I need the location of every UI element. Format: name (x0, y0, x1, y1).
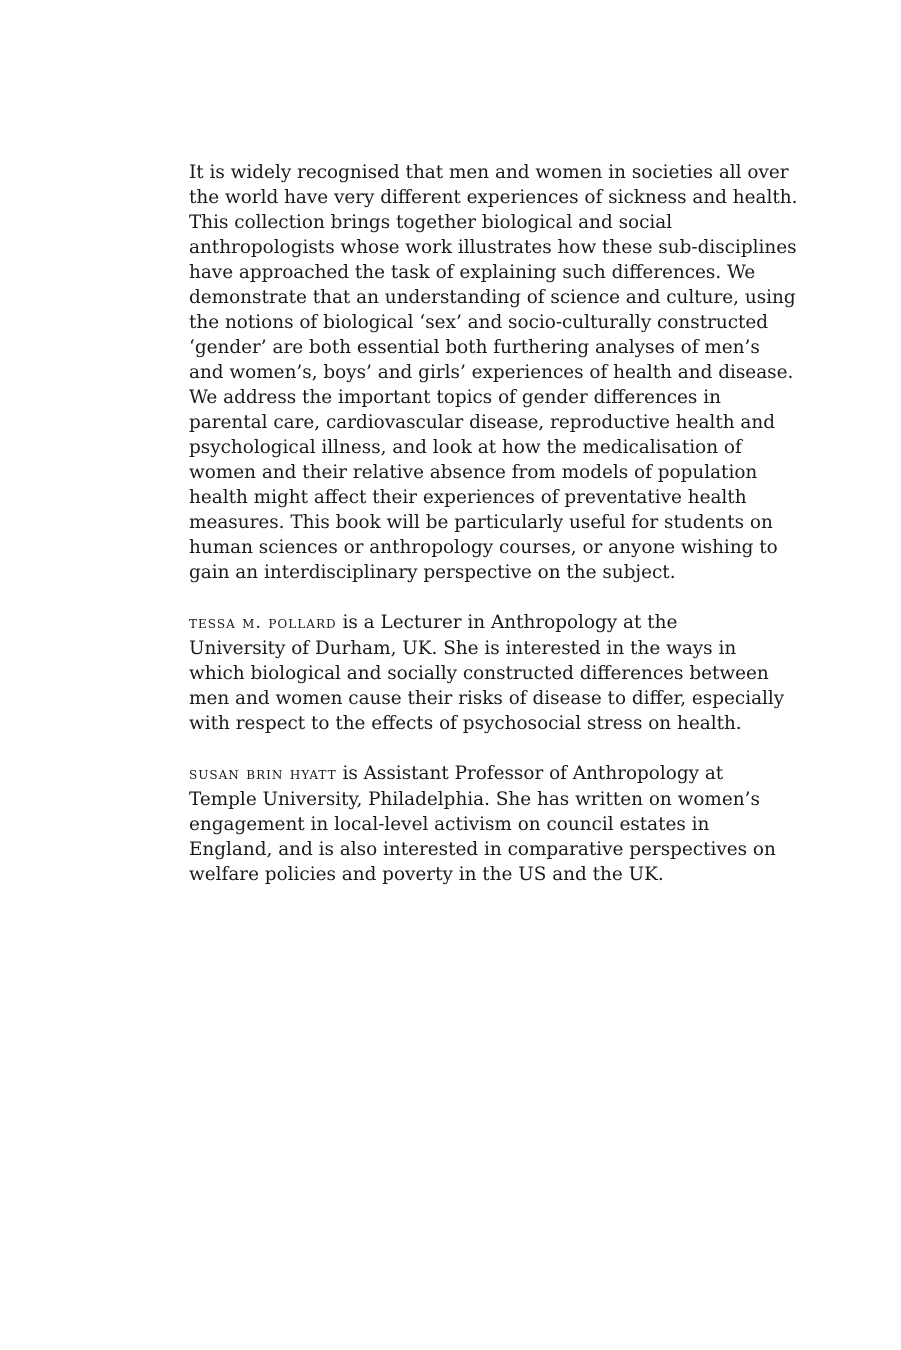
bio-line: engagement in local-level activism on council estates in (189, 814, 710, 835)
bio-line: with respect to the effects of psychosocial stress on health. (189, 713, 742, 734)
description-line: the world have very different experiences of sickness and health. (189, 187, 798, 208)
bio-line: men and women cause their risks of disease to differ, especially (189, 688, 785, 709)
bio-first-line (189, 610, 749, 636)
description-line: We address the important topics of gender differences in (189, 387, 721, 408)
description-line: and women’s, boys’ and girls’ experiences of health and disease. (189, 362, 794, 383)
bio-text: is Assistant Professor of Anthropology at (336, 763, 724, 784)
book-back-matter (189, 160, 798, 912)
description-line: women and their relative absence from models of population (189, 462, 758, 483)
bio-line: which biological and socially constructed differences between (189, 663, 769, 684)
description-line: have approached the task of explaining such differences. We (189, 262, 756, 283)
bio-text: is a Lecturer in Anthropology at the (336, 612, 678, 633)
editor-bio-pollard (189, 610, 785, 736)
editor-bio-hyatt (189, 761, 776, 887)
description-line: parental care, cardiovascular disease, reproductive health and (189, 412, 775, 433)
description-line: It is widely recognised that men and women in societies all over (189, 162, 789, 183)
description-line: the notions of biological ‘sex’ and socio-culturally constructed (189, 312, 769, 333)
description-line: anthropologists whose work illustrates how these sub-disciplines (189, 237, 797, 258)
description-line: demonstrate that an understanding of science and culture, using (189, 287, 796, 308)
description-line: gain an interdisciplinary perspective on the subject. (189, 562, 676, 583)
bio-first-line (189, 761, 749, 787)
description-line: measures. This book will be particularly useful for students on (189, 512, 773, 533)
editor-name: tessa m. pollard (189, 613, 337, 633)
bio-line: Temple University, Philadelphia. She has written on women’s (189, 789, 760, 810)
bio-line: England, and is also interested in comparative perspectives on (189, 839, 776, 860)
editor-name: susan brin hyatt (189, 764, 337, 784)
bio-line: University of Durham, UK. She is interested in the ways in (189, 638, 737, 659)
description-line: ‘gender’ are both essential both furthering analyses of men’s (189, 337, 760, 358)
bio-line: welfare policies and poverty in the US and the UK. (189, 864, 664, 885)
description-line: This collection brings together biological and social (189, 212, 673, 233)
description-line: psychological illness, and look at how the medicalisation of (189, 437, 742, 458)
description-line: health might affect their experiences of preventative health (189, 487, 747, 508)
description-line: human sciences or anthropology courses, or anyone wishing to (189, 537, 778, 558)
book-description (189, 160, 798, 585)
